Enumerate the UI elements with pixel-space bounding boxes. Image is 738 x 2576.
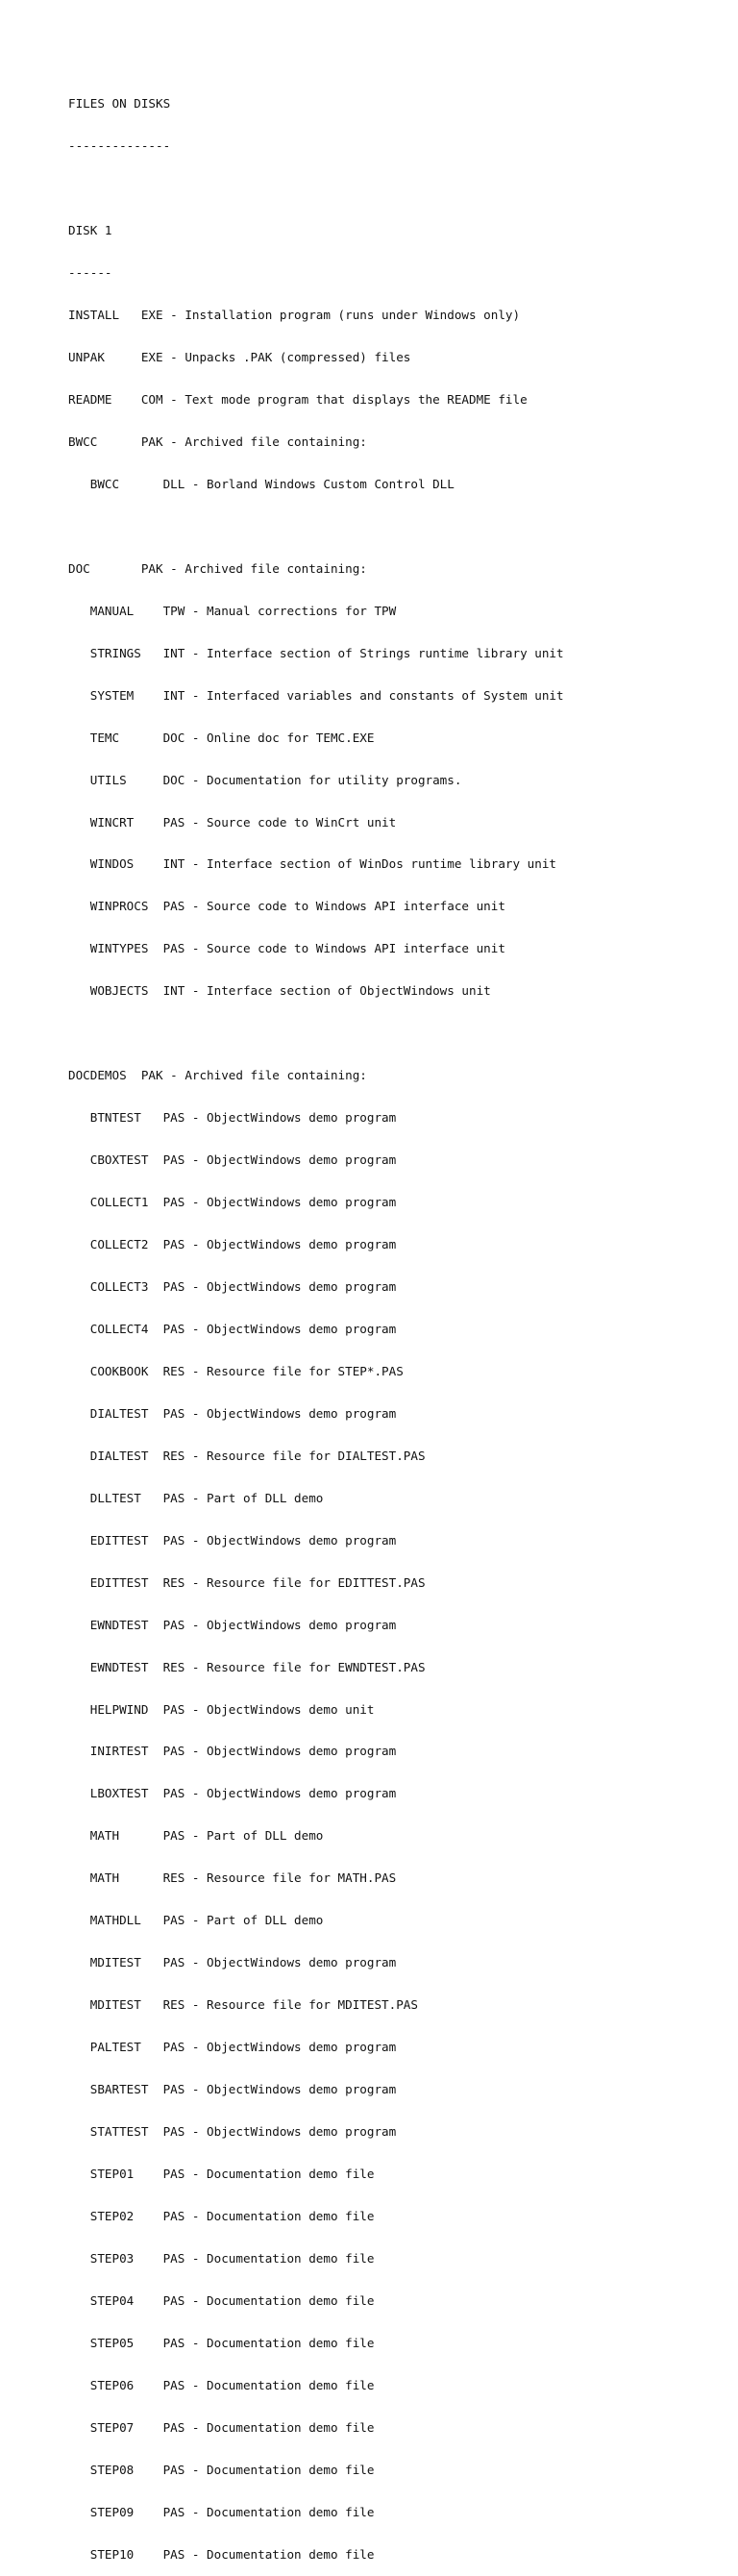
archive-member: STEP05 PAS - Documentation demo file	[68, 2335, 375, 2350]
file-entry-readme: README COM - Text mode program that displays the README file	[68, 391, 528, 407]
document-text	[68, 69, 564, 2576]
archive-member: TEMC DOC - Online doc for TEMC.EXE	[68, 730, 375, 745]
archive-member: COLLECT1 PAS - ObjectWindows demo program	[68, 1195, 397, 1210]
archive-member: LBOXTEST PAS - ObjectWindows demo program	[68, 1786, 397, 1801]
archive-member: DLLTEST PAS - Part of DLL demo	[68, 1490, 324, 1505]
archive-entry-docdemos: DOCDEMOS PAK - Archived file containing:	[68, 1068, 367, 1083]
archive-member: STATTEST PAS - ObjectWindows demo program	[68, 2124, 397, 2140]
archive-member: CBOXTEST PAS - ObjectWindows demo program	[68, 1152, 397, 1168]
archive-member: MATH PAS - Part of DLL demo	[68, 1828, 324, 1844]
archive-member: EDITTEST PAS - ObjectWindows demo program	[68, 1532, 397, 1548]
archive-member: STEP02 PAS - Documentation demo file	[68, 2208, 375, 2223]
archive-member: MDITEST PAS - ObjectWindows demo program	[68, 1955, 397, 1970]
archive-member: STEP09 PAS - Documentation demo file	[68, 2504, 375, 2519]
file-entry-install: INSTALL EXE - Installation program (runs under Windows only)	[68, 308, 521, 323]
archive-member: HELPWIND PAS - ObjectWindows demo unit	[68, 1701, 375, 1717]
archive-member: STEP04 PAS - Documentation demo file	[68, 2292, 375, 2308]
archive-member: MANUAL TPW - Manual corrections for TPW	[68, 603, 397, 618]
archive-member: STEP03 PAS - Documentation demo file	[68, 2250, 375, 2266]
archive-member: STEP07 PAS - Documentation demo file	[68, 2419, 375, 2435]
archive-member: MDITEST RES - Resource file for MDITEST.PAS	[68, 1997, 418, 2013]
archive-entry-doc: DOC PAK - Archived file containing:	[68, 560, 367, 576]
archive-member: SBARTEST PAS - ObjectWindows demo program	[68, 2082, 397, 2097]
archive-member: WINDOS INT - Interface section of WinDos runtime library unit	[68, 856, 556, 872]
archive-member: STEP06 PAS - Documentation demo file	[68, 2377, 375, 2392]
archive-member-bwcc-dll: BWCC DLL - Borland Windows Custom Control DLL	[68, 476, 455, 491]
section-heading-disk-1: DISK 1	[68, 223, 112, 238]
archive-member: STEP08 PAS - Documentation demo file	[68, 2462, 375, 2477]
archive-member: UTILS DOC - Documentation for utility programs.	[68, 772, 462, 787]
archive-member: PALTEST PAS - ObjectWindows demo program	[68, 2040, 397, 2055]
archive-entry-bwcc: BWCC PAK - Archived file containing:	[68, 433, 367, 449]
blank-line	[68, 182, 564, 196]
archive-member: WINPROCS PAS - Source code to Windows API interface unit	[68, 899, 505, 914]
archive-member: EWNDTEST PAS - ObjectWindows demo program	[68, 1617, 397, 1632]
archive-member: COLLECT4 PAS - ObjectWindows demo program	[68, 1321, 397, 1336]
archive-member: DIALTEST PAS - ObjectWindows demo program	[68, 1405, 397, 1421]
section-underline: ------	[68, 265, 112, 281]
archive-member: BTNTEST PAS - ObjectWindows demo program	[68, 1110, 397, 1126]
archive-member: DIALTEST RES - Resource file for DIALTEST.PAS	[68, 1448, 426, 1463]
document-title: FILES ON DISKS	[68, 96, 171, 111]
archive-member: WINTYPES PAS - Source code to Windows API interface unit	[68, 941, 505, 956]
archive-member: COOKBOOK RES - Resource file for STEP*.PAS	[68, 1363, 404, 1378]
archive-member: STRINGS INT - Interface section of Strings runtime library unit	[68, 645, 564, 660]
archive-member: EDITTEST RES - Resource file for EDITTEST.PAS	[68, 1574, 426, 1590]
archive-member: STEP10 PAS - Documentation demo file	[68, 2546, 375, 2562]
archive-member: WINCRT PAS - Source code to WinCrt unit	[68, 814, 397, 830]
title-underline: --------------	[68, 138, 171, 154]
blank-line	[68, 520, 564, 534]
archive-member: STEP01 PAS - Documentation demo file	[68, 2167, 375, 2182]
file-entry-unpak: UNPAK EXE - Unpacks .PAK (compressed) files	[68, 350, 411, 365]
archive-member: COLLECT2 PAS - ObjectWindows demo program	[68, 1237, 397, 1252]
archive-member: WOBJECTS INT - Interface section of ObjectWindows unit	[68, 983, 491, 999]
archive-member: INIRTEST PAS - ObjectWindows demo program	[68, 1744, 397, 1759]
blank-line	[68, 1027, 564, 1041]
archive-member: EWNDTEST RES - Resource file for EWNDTEST.PAS	[68, 1659, 426, 1674]
archive-member: MATH RES - Resource file for MATH.PAS	[68, 1870, 397, 1886]
archive-member: SYSTEM INT - Interfaced variables and constants of System unit	[68, 687, 564, 703]
archive-member: COLLECT3 PAS - ObjectWindows demo program	[68, 1279, 397, 1294]
archive-member: MATHDLL PAS - Part of DLL demo	[68, 1913, 324, 1928]
